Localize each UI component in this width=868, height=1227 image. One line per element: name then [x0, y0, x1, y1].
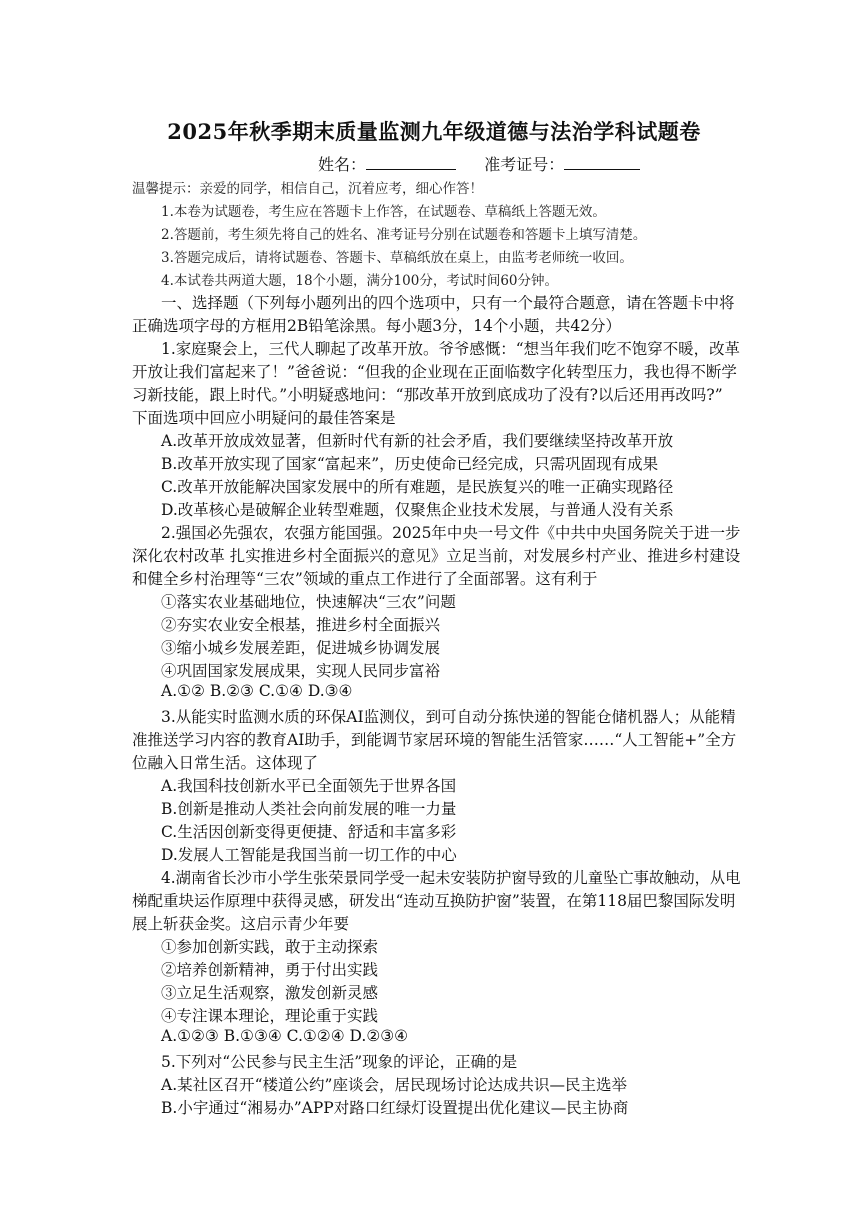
question-4-statement: ④专注课本理论，理论重于实践	[161, 1007, 379, 1025]
name-label: 姓名：	[318, 155, 367, 174]
question-1-option-d: D.改革核心是破解企业转型难题，仅聚焦企业技术发展，与普通人没有关系	[161, 501, 674, 519]
question-3-text: 3.从能实时监测水质的环保AI监测仪，到可自动分拣快递的智能仓储机器人；从能精	[161, 708, 736, 726]
question-3-option-b: B.创新是推动人类社会向前发展的唯一力量	[161, 800, 457, 818]
question-3-option-c: C.生活因创新变得更便捷、舒适和丰富多彩	[161, 823, 457, 841]
question-4-statement: ①参加创新实践，敢于主动探索	[161, 938, 379, 956]
exam-title: 2025年秋季期末质量监测九年级道德与法治学科试题卷	[167, 119, 701, 144]
exam-id-blank	[564, 155, 640, 170]
question-4-text: 4.湖南省长沙市小学生张荣景同学受一起未安装防护窗导致的儿童坠亡事故触动，从电	[161, 869, 741, 887]
question-2-statement: ③缩小城乡发展差距，促进城乡协调发展	[161, 639, 441, 657]
question-1-text: 习新技能，跟上时代。”小明疑惑地问：“那改革开放到底成功了没有?以后还用再改吗?”	[132, 386, 723, 404]
question-3-option-a: A.我国科技创新水平已全面领先于世界各国	[161, 777, 457, 795]
question-1-option-a: A.改革开放成效显著，但新时代有新的社会矛盾，我们要继续坚持改革开放	[161, 432, 674, 450]
section-heading: 一、选择题（下列每小题列出的四个选项中，只有一个最符合题意，请在答题卡中将	[161, 294, 735, 312]
question-2-text: 2.强国必先强农，农强方能国强。2025年中央一号文件《中共中央国务院关于进一步	[161, 524, 741, 542]
question-2-options: A.①② B.②③ C.①④ D.③④	[161, 682, 353, 700]
question-1-option-c: C.改革开放能解决国家发展中的所有难题，是民族复兴的唯一正确实现路径	[161, 478, 674, 496]
question-3-option-d: D.发展人工智能是我国当前一切工作的中心	[161, 846, 457, 864]
question-4-options: A.①②③ B.①③④ C.①②④ D.②③④	[161, 1027, 409, 1045]
question-2-statement: ①落实农业基础地位，快速解决“三农”问题	[161, 593, 456, 611]
question-3-text: 准推送学习内容的教育AI助手，到能调节家居环境的智能生活管家……“人工智能+”全方	[132, 731, 737, 749]
question-3-text: 位融入日常生活。这体现了	[132, 754, 319, 772]
candidate-info	[318, 152, 640, 175]
question-1-text: 1.家庭聚会上，三代人聊起了改革开放。爷爷感慨：“想当年我们吃不饱穿不暖，改革	[161, 340, 740, 358]
question-1-text: 开放让我们富起来了！”爸爸说：“但我的企业现在正面临数字化转型压力，我也得不断学	[132, 363, 737, 381]
name-blank	[366, 155, 456, 170]
question-2-text: 和健全乡村治理等“三农”领域的重点工作进行了全面部署。这有利于	[132, 570, 598, 588]
question-4-statement: ③立足生活观察，激发创新灵感	[161, 984, 379, 1002]
section-heading-cont: 正确选项字母的方框用2B铅笔涂黑。每小题3分，14个小题，共42分）	[132, 317, 622, 335]
tip-item: 1.本卷为试题卷，考生应在答题卡上作答，在试题卷、草稿纸上答题无效。	[161, 204, 606, 220]
question-2-text: 深化农村改革 扎实推进乡村全面振兴的意见》立足当前，对发展乡村产业、推进乡村建设	[132, 547, 741, 565]
question-4-text: 展上斩获金奖。这启示青少年要	[132, 915, 350, 933]
question-1-option-b: B.改革开放实现了国家“富起来”，历史使命已经完成，只需巩固现有成果	[161, 455, 659, 473]
question-5-text: 5.下列对“公民参与民主生活”现象的评论，正确的是	[161, 1053, 518, 1071]
tip-item: 3.答题完成后，请将试题卷、答题卡、草稿纸放在桌上，由监考老师统一收回。	[161, 250, 633, 266]
question-5-option-a: A.某社区召开“楼道公约”座谈会，居民现场讨论达成共识—民主选举	[161, 1076, 627, 1094]
question-5-option-b: B.小宇通过“湘易办”APP对路口红绿灯设置提出优化建议—民主协商	[161, 1099, 629, 1117]
question-1-text: 下面选项中回应小明疑问的最佳答案是	[132, 409, 396, 427]
question-4-statement: ②培养创新精神，勇于付出实践	[161, 961, 379, 979]
exam-id-label: 准考证号：	[484, 155, 565, 174]
question-4-text: 梯配重块运作原理中获得灵感，研发出“连动互换防护窗”装置，在第118届巴黎国际发明	[132, 892, 736, 910]
tips-header: 温馨提示：亲爱的同学，相信自己，沉着应考，细心作答！	[132, 181, 483, 197]
question-2-statement: ④巩固国家发展成果，实现人民同步富裕	[161, 662, 441, 680]
tip-item: 2.答题前，考生须先将自己的姓名、准考证号分别在试题卷和答题卡上填写清楚。	[161, 227, 647, 243]
question-2-statement: ②夯实农业安全根基，推进乡村全面振兴	[161, 616, 441, 634]
tip-item: 4.本试卷共两道大题，18个小题，满分100分，考试时间60分钟。	[161, 273, 559, 289]
